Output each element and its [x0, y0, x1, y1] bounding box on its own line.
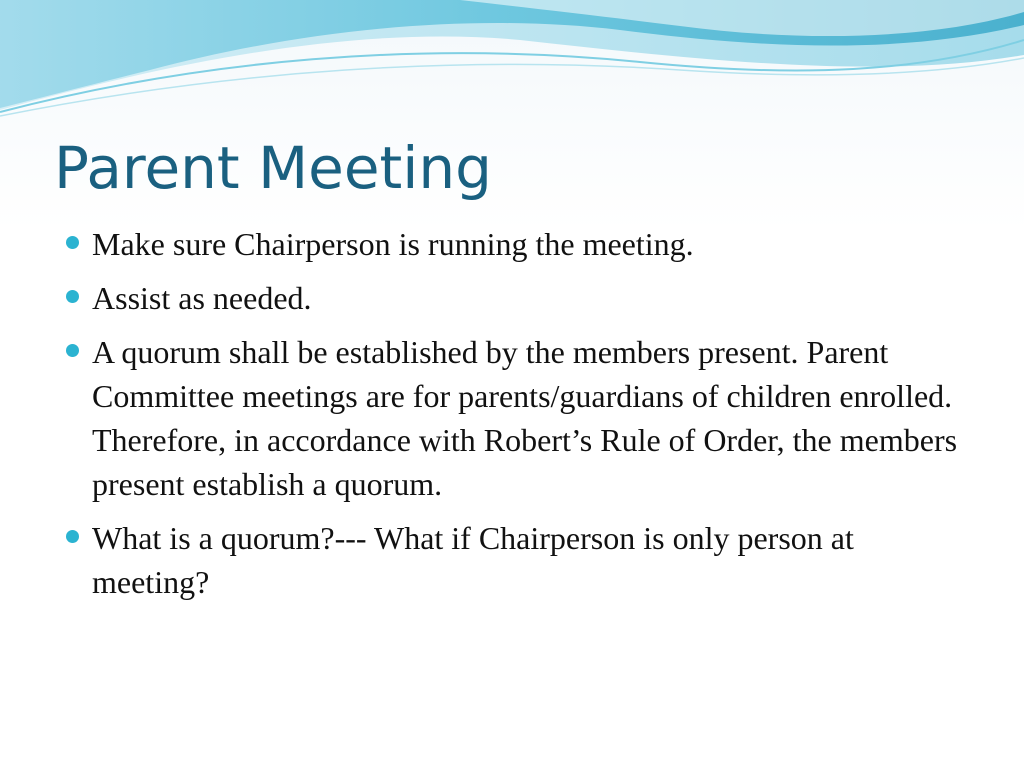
- bullet-text: A quorum shall be established by the members present. Parent Committee meetings are for parents/guardians of children enrolled. Therefore, in accordance with Robert’s Rule of Order, the members present establish a quorum.: [92, 334, 958, 502]
- bullet-item: [64, 222, 964, 266]
- bullet-item: [64, 276, 964, 320]
- bullet-text: Assist as needed.: [92, 280, 312, 316]
- bullet-dot-icon: [66, 290, 79, 303]
- bullet-dot-icon: [66, 530, 79, 543]
- bullet-list: [64, 222, 964, 614]
- slide-title: Parent Meeting: [54, 134, 492, 202]
- bullet-dot-icon: [66, 236, 79, 249]
- bullet-item: [64, 516, 964, 604]
- bullet-text: Make sure Chairperson is running the meeting.: [92, 226, 694, 262]
- bullet-dot-icon: [66, 344, 79, 357]
- wave-header-decoration: [0, 0, 1024, 120]
- bullet-item: [64, 330, 964, 506]
- bullet-text: What is a quorum?--- What if Chairperson is only person at meeting?: [92, 520, 854, 600]
